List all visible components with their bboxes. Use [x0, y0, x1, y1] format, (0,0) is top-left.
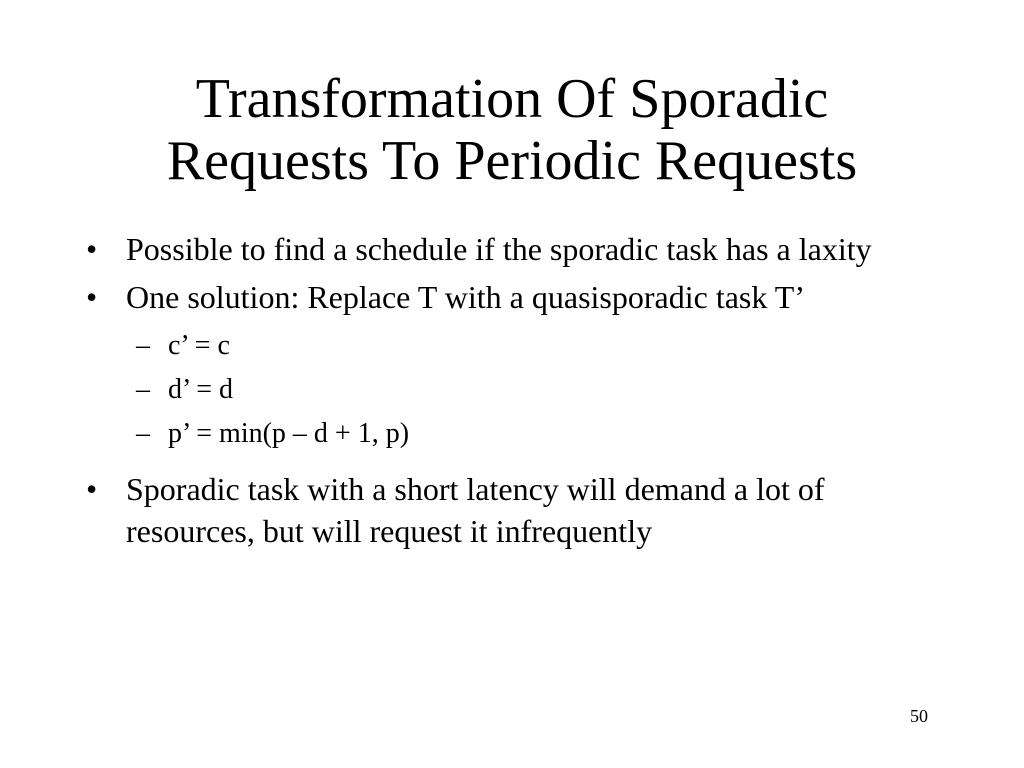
bullet-marker: • [86, 279, 98, 315]
bullet-text: Sporadic task with a short latency will demand a lot of resources, but will request it infrequently [126, 471, 825, 549]
bullet-text: One solution: Replace T with a quasisporadic task T’ [126, 279, 805, 315]
bullet-marker: • [86, 231, 98, 267]
sub-bullet-marker: – [136, 330, 150, 361]
bullet-marker: • [86, 471, 98, 507]
sub-bullet-list [80, 324, 960, 456]
sub-bullet-marker: – [136, 374, 150, 405]
slide-title [60, 68, 964, 192]
bullet-item [80, 276, 960, 318]
slide-body [80, 228, 960, 558]
sub-bullet-text: p’ = min(p – d + 1, p) [168, 418, 410, 449]
sub-bullet-item [80, 324, 960, 368]
sub-bullet-marker: – [136, 418, 150, 449]
sub-bullet-text: d’ = d [168, 374, 234, 405]
sub-bullet-item [80, 368, 960, 412]
sub-bullet-item [80, 412, 960, 456]
bullet-item [80, 228, 960, 270]
bullet-item [80, 468, 960, 552]
slide-title-line-1: Transformation Of Sporadic [195, 68, 829, 130]
page-number: 50 [910, 706, 928, 726]
slide-title-line-2: Requests To Periodic Requests [166, 130, 858, 192]
sub-bullet-text: c’ = c [168, 330, 230, 361]
bullet-text: Possible to find a schedule if the sporadic task has a laxity [126, 231, 872, 267]
